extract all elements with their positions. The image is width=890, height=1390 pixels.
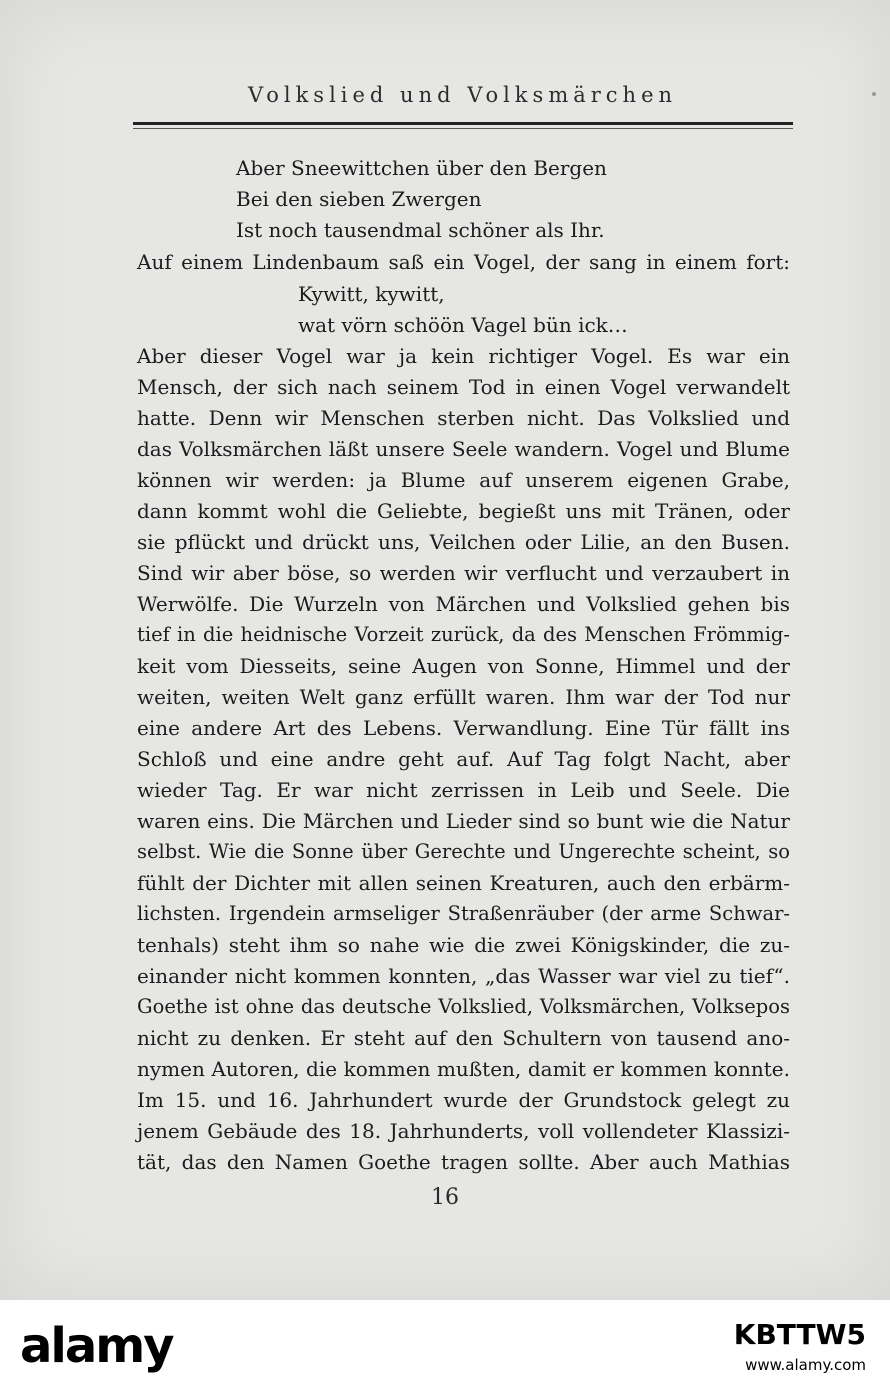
poem-line: Ist noch tausendmal schöner als Ihr. xyxy=(236,218,605,242)
text-line: tät, das den Namen Goethe tragen sollte. Aber auch Mathias xyxy=(137,1150,790,1174)
alamy-logo xyxy=(20,1314,200,1378)
logo-wordmark: alamy xyxy=(20,1318,173,1374)
intro-line: Auf einem Lindenbaum saß ein Vogel, der sang in einem fort: xyxy=(137,250,790,274)
stock-watermark-bar xyxy=(0,1300,890,1390)
text-line: können wir werden: ja Blume auf unserem eigenen Grabe, xyxy=(137,468,790,492)
text-line: einander nicht kommen konnten, „das Wasser war viel zu tief“. xyxy=(137,964,790,988)
text-line: nymen Autoren, die kommen mußten, damit er kommen konnte. xyxy=(137,1057,790,1081)
text-line: keit vom Diesseits, seine Augen von Sonne, Himmel und der xyxy=(137,654,790,678)
text-line: das Volksmärchen läßt unsere Seele wandern. Vogel und Blume xyxy=(137,437,790,461)
page-speck xyxy=(872,92,876,96)
text-line: jenem Gebäude des 18. Jahrhunderts, voll vollendeter Klassizi- xyxy=(137,1119,790,1143)
text-line: nicht zu denken. Er steht auf den Schultern von tausend ano- xyxy=(137,1026,790,1050)
text-line: Werwölfe. Die Wurzeln von Märchen und Volkslied gehen bis xyxy=(137,592,790,616)
text-line: weiten, weiten Welt ganz erfüllt waren. Ihm war der Tod nur xyxy=(137,685,790,709)
text-line: Schloß und eine andre geht auf. Auf Tag folgt Nacht, aber xyxy=(137,747,790,771)
poem-line: Aber Sneewittchen über den Bergen xyxy=(236,156,607,180)
text-line: Aber dieser Vogel war ja kein richtiger Vogel. Es war ein xyxy=(137,344,790,368)
poem-line: Bei den sieben Zwergen xyxy=(236,187,482,211)
text-line: wieder Tag. Er war nicht zerrissen in Leib und Seele. Die xyxy=(137,778,790,802)
text-line: selbst. Wie die Sonne über Gerechte und Ungerechte scheint, so xyxy=(137,840,790,863)
poem-line: wat vörn schöön Vagel bün ick… xyxy=(298,313,628,337)
header-rule-thin xyxy=(133,128,793,129)
text-line: hatte. Denn wir Menschen sterben nicht. Das Volkslied und xyxy=(137,406,790,430)
header-rule-thick xyxy=(133,122,793,125)
text-line: lichsten. Irgendein armseliger Straßenräuber (der arme Schwar- xyxy=(137,902,790,925)
poem-line: Kywitt, kywitt, xyxy=(298,282,445,306)
text-line: Mensch, der sich nach seinem Tod in einen Vogel verwandelt xyxy=(137,375,790,399)
source-url: www.alamy.com xyxy=(745,1356,866,1374)
text-line: fühlt der Dichter mit allen seinen Kreaturen, auch den erbärm- xyxy=(137,871,790,895)
text-line: Im 15. und 16. Jahrhundert wurde der Grundstock gelegt zu xyxy=(137,1088,790,1112)
text-line: sie pflückt und drückt uns, Veilchen oder Lilie, an den Busen. xyxy=(137,530,790,554)
running-header: Volkslied und Volksmärchen xyxy=(247,83,678,107)
text-line: tief in die heidnische Vorzeit zurück, da des Menschen Frömmig- xyxy=(137,623,790,646)
text-line: dann kommt wohl die Geliebte, begießt uns mit Tränen, oder xyxy=(137,499,790,523)
text-line: tenhals) steht ihm so nahe wie die zwei Königskinder, die zu- xyxy=(137,933,790,957)
image-id: KBTTW5 xyxy=(733,1318,866,1351)
page-number: 16 xyxy=(431,1185,459,1210)
text-line: waren eins. Die Märchen und Lieder sind so bunt wie die Natur xyxy=(137,809,790,833)
text-line: eine andere Art des Lebens. Verwandlung. Eine Tür fällt ins xyxy=(137,716,790,740)
text-line: Goethe ist ohne das deutsche Volkslied, Volksmärchen, Volksepos xyxy=(137,995,790,1018)
text-line: Sind wir aber böse, so werden wir verflucht und verzaubert in xyxy=(137,561,790,585)
